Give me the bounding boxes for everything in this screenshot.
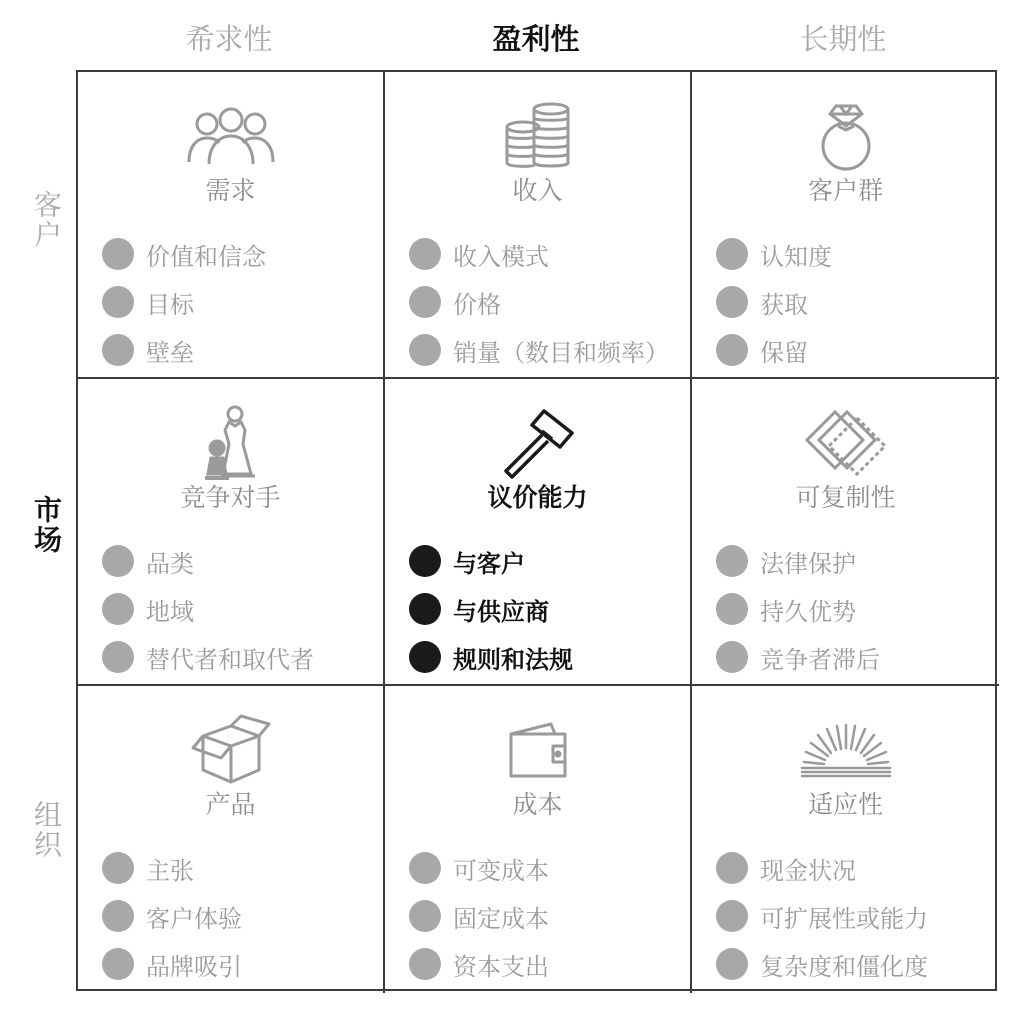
cell-customer-base [692,72,999,379]
cell-replicability [692,379,999,686]
bullet-dot [716,286,748,318]
bullet-dot [716,545,748,577]
item-label: 持久优势 [760,597,856,626]
bullet-dot [102,334,134,366]
cell-title: 成本 [512,790,563,819]
bullet-dot [102,948,134,980]
list-item [102,278,375,326]
list-item [409,844,682,892]
list-item [409,230,682,278]
list-item [716,278,991,326]
item-list [716,537,991,681]
item-label: 价值和信念 [146,242,266,271]
cell-title: 收入 [512,176,563,205]
item-label: 品牌吸引 [146,952,242,981]
bullet-dot [716,641,748,673]
item-label: 收入模式 [453,242,549,271]
row-header-organization: 组织 [30,800,63,860]
cell-bargaining-power [385,379,692,686]
bullet-dot [102,238,134,270]
list-item [102,844,375,892]
chess-pieces-icon [183,405,279,481]
item-label: 固定成本 [453,904,549,933]
list-item [102,940,375,988]
list-item [409,278,682,326]
list-item [409,940,682,988]
item-list [102,537,375,681]
cell-title: 客户群 [807,176,883,205]
gavel-icon [490,405,586,481]
item-label: 规则和法规 [453,645,573,674]
list-item [716,892,991,940]
bullet-dot [716,334,748,366]
list-item [102,892,375,940]
cell-title: 适应性 [807,790,883,819]
bullet-dot [716,238,748,270]
list-item [716,940,991,988]
list-item [102,585,375,633]
row-header-market: 市场 [30,495,63,555]
cell-title: 产品 [205,790,256,819]
list-item [716,844,991,892]
item-label: 保留 [760,338,808,367]
people-group-icon [183,98,279,174]
bullet-dot [409,900,441,932]
list-item [716,585,991,633]
row-header-customer: 客户 [30,190,63,250]
list-item [409,633,682,681]
wallet-icon [490,712,586,788]
bullet-dot [716,852,748,884]
item-label: 复杂度和僵化度 [760,952,928,981]
item-label: 与供应商 [453,597,549,626]
item-label: 资本支出 [453,952,549,981]
item-list [102,844,375,988]
item-list [716,844,991,988]
cell-demand [78,72,385,379]
diamond-ring-icon [798,98,894,174]
item-label: 价格 [453,290,501,319]
sunburst-icon [798,712,894,788]
bullet-dot [716,948,748,980]
item-label: 销量（数目和频率） [453,338,669,367]
item-list [716,230,991,374]
cell-product [78,686,385,993]
list-item [409,892,682,940]
list-item [102,230,375,278]
bullet-dot [409,286,441,318]
coin-stacks-icon [490,98,586,174]
matrix-grid [76,70,997,991]
cell-title: 议价能力 [487,483,588,512]
bullet-dot [409,593,441,625]
cell-cost [385,686,692,993]
list-item [409,326,682,374]
item-label: 目标 [146,290,194,319]
item-label: 品类 [146,549,194,578]
cell-title: 竞争对手 [180,483,281,512]
list-item [102,326,375,374]
item-label: 主张 [146,856,194,885]
item-label: 竞争者滞后 [760,645,880,674]
bullet-dot [102,852,134,884]
column-header-desirability: 希求性 [185,22,273,56]
item-label: 替代者和取代者 [146,645,314,674]
bullet-dot [409,852,441,884]
cell-revenue [385,72,692,379]
bullet-dot [102,545,134,577]
cell-title: 需求 [205,176,256,205]
item-label: 与客户 [453,549,525,578]
overlapping-diamonds-icon [798,405,894,481]
column-header-longevity: 长期性 [799,22,887,56]
list-item [102,537,375,585]
list-item [716,537,991,585]
list-item [716,230,991,278]
bullet-dot [102,593,134,625]
bullet-dot [409,641,441,673]
bullet-dot [409,545,441,577]
list-item [409,537,682,585]
item-label: 壁垒 [146,338,194,367]
cell-competitors [78,379,385,686]
cell-title: 可复制性 [795,483,896,512]
list-item [716,326,991,374]
bullet-dot [102,286,134,318]
item-label: 现金状况 [760,856,856,885]
bullet-dot [716,900,748,932]
item-label: 地域 [146,597,194,626]
list-item [716,633,991,681]
item-label: 客户体验 [146,904,242,933]
column-header-profitability: 盈利性 [492,22,580,56]
item-label: 可扩展性或能力 [760,904,928,933]
bullet-dot [409,334,441,366]
item-list [409,537,682,681]
item-label: 可变成本 [453,856,549,885]
item-list [102,230,375,374]
list-item [409,585,682,633]
item-list [409,230,682,374]
list-item [102,633,375,681]
bullet-dot [716,593,748,625]
item-label: 获取 [760,290,808,319]
cell-adaptability [692,686,999,993]
open-box-icon [183,712,279,788]
bullet-dot [102,641,134,673]
bullet-dot [409,238,441,270]
item-list [409,844,682,988]
bullet-dot [409,948,441,980]
item-label: 法律保护 [760,549,856,578]
bullet-dot [102,900,134,932]
item-label: 认知度 [760,242,832,271]
